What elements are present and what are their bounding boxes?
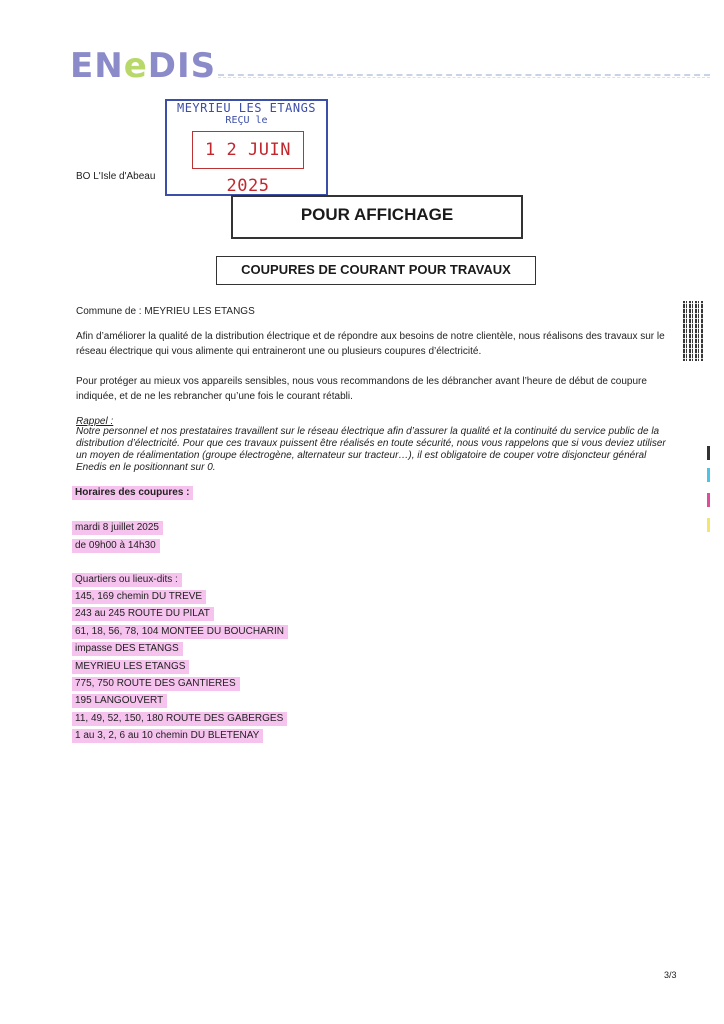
- office-label: BO L'Isle d'Abeau: [76, 171, 156, 182]
- list-item: 1 au 3, 2, 6 au 10 chemin DU BLETENAY: [72, 730, 288, 747]
- list-item: 145, 169 chemin DU TREVE: [72, 591, 288, 608]
- reminder-body: Notre personnel et nos prestataires travaillent sur le réseau électrique afin d’assurer la qualité et la continuité du service public de la distribution d’électricité. Pour que ces travaux puissent être réalisés en toute sécurité, nous vous rappelons que si vous deviez utiliser un moyen de réalimentation (groupe électrogène, alternateur sur tracteur…), il est obligatoire de couper votre disjoncteur général Enedis en le positionnant sur 0.: [76, 426, 666, 473]
- places-title: [72, 574, 182, 585]
- header-rule-secondary: [218, 77, 710, 78]
- stamp-date: 1 2 JUIN 2025: [192, 131, 304, 169]
- barcode-icon: [683, 301, 703, 361]
- advice-paragraph: Pour protéger au mieux vos appareils sensibles, nous vous recommandons de les débrancher avant l’heure de début de coupure indiquée, et de ne les rebrancher qu’une fois le courant rétabli.: [76, 376, 647, 402]
- list-item: impasse DES ETANGS: [72, 643, 288, 660]
- schedule-title: [72, 487, 193, 498]
- outage-time-text: de 09h00 à 14h30: [72, 539, 160, 553]
- print-mark-yellow: [707, 518, 710, 532]
- stamp-commune: MEYRIEU LES ETANGS: [176, 101, 317, 115]
- logo-part-1: EN: [70, 46, 124, 86]
- commune-line: Commune de : MEYRIEU LES ETANGS: [76, 306, 255, 317]
- schedule-title-text: Horaires des coupures :: [72, 486, 193, 500]
- places-title-text: Quartiers ou lieux-dits :: [72, 573, 182, 587]
- header-rule: [218, 74, 710, 76]
- stamp-received-label: REÇU le: [225, 115, 268, 126]
- page-number: 3/3: [664, 970, 677, 980]
- list-item: 11, 49, 52, 150, 180 ROUTE DES GABERGES: [72, 713, 288, 730]
- print-mark-black: [707, 446, 710, 460]
- print-mark-cyan: [707, 468, 710, 482]
- outage-date-text: mardi 8 juillet 2025: [72, 521, 163, 535]
- logo-part-3: DIS: [147, 46, 217, 86]
- list-item: MEYRIEU LES ETANGS: [72, 661, 288, 678]
- sub-title: COUPURES DE COURANT POUR TRAVAUX: [216, 256, 536, 285]
- reception-stamp: [165, 99, 328, 196]
- enedis-logo: [70, 46, 216, 86]
- list-item: 195 LANGOUVERT: [72, 695, 288, 712]
- places-list: [72, 591, 288, 748]
- intro-paragraph: Afin d’améliorer la qualité de la distribution électrique et de répondre aux besoins de notre clientèle, nous réalisons des travaux sur le réseau électrique qui vous alimente qui entraineront une ou plusieurs coupures d’électricité.: [76, 331, 665, 357]
- list-item: 243 au 245 ROUTE DU PILAT: [72, 608, 288, 625]
- main-title: POUR AFFICHAGE: [231, 195, 523, 239]
- outage-time: [72, 540, 160, 551]
- logo-part-2: e: [123, 46, 148, 86]
- list-item: 61, 18, 56, 78, 104 MONTEE DU BOUCHARIN: [72, 626, 288, 643]
- list-item: 775, 750 ROUTE DES GANTIERES: [72, 678, 288, 695]
- outage-date: [72, 522, 163, 533]
- print-mark-magenta: [707, 493, 710, 507]
- reminder-title: Rappel :: [76, 416, 114, 427]
